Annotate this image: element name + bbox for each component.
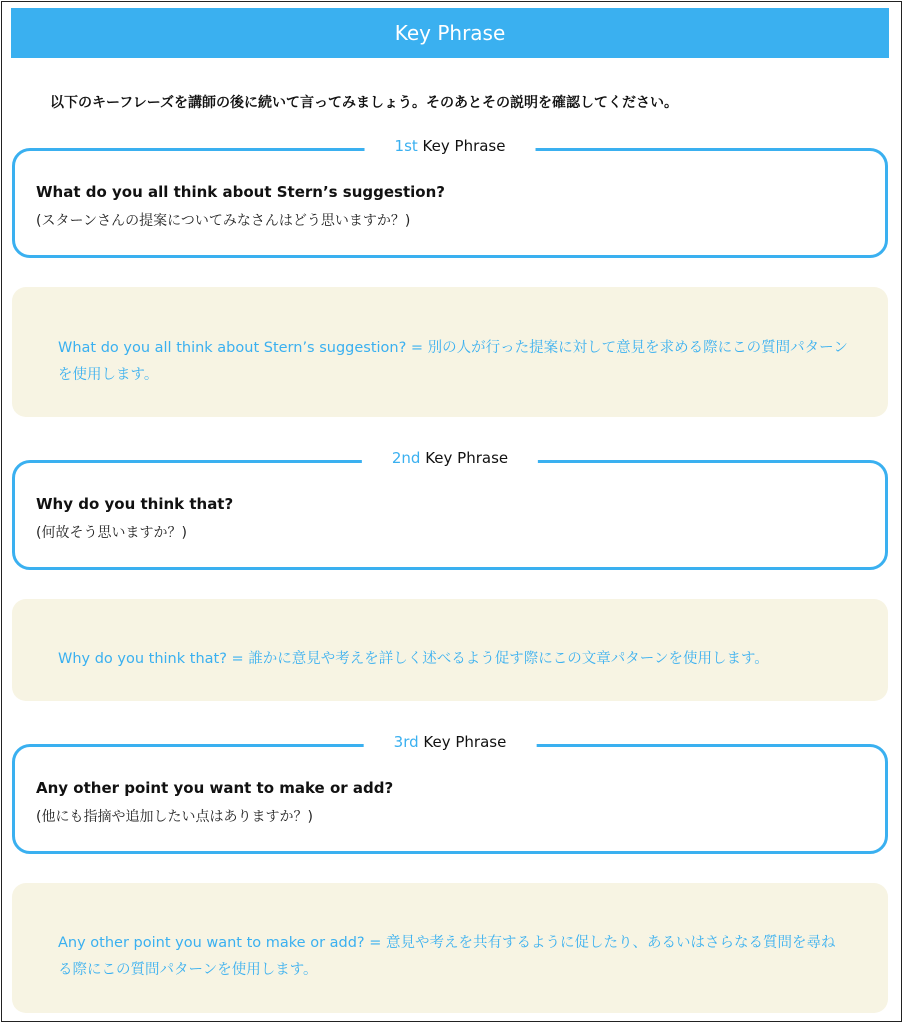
phrase-card-2 xyxy=(12,449,888,570)
phrase-label-2 xyxy=(362,449,538,467)
explanation-text: Any other point you want to make or add? = 意見や考えを共有するように促したり、あるいはさらなる質問を尋ねる際にこの質問パターンを使用します。 xyxy=(58,935,836,978)
explanation-card-1 xyxy=(12,287,888,417)
phrase-label-text: Key Phrase xyxy=(423,733,507,751)
page-title: Key Phrase xyxy=(394,21,506,45)
explanation-card-3 xyxy=(12,883,888,1013)
phrase-japanese: (スターンさんの提案についてみなさんはどう思いますか？) xyxy=(36,213,411,229)
explanation-text: Why do you think that? = 誰かに意見や考えを詳しく述べるよう促す際にこの文章パターンを使用します。 xyxy=(58,651,769,667)
page-header xyxy=(11,8,889,58)
phrase-english: What do you all think about Stern’s suggestion? xyxy=(36,183,445,201)
phrase-japanese: (他にも指摘や追加したい点はありますか？) xyxy=(36,809,313,825)
phrase-ordinal: 2nd xyxy=(391,449,421,467)
phrase-label-text: Key Phrase xyxy=(425,449,509,467)
explanation-card-2 xyxy=(12,599,888,701)
phrase-card-1 xyxy=(12,137,888,258)
phrase-english: Any other point you want to make or add? xyxy=(36,779,394,797)
phrase-label-3 xyxy=(364,733,537,751)
phrase-label-1 xyxy=(365,137,536,155)
phrase-japanese: (何故そう思いますか？) xyxy=(36,525,187,541)
explanation-text: What do you all think about Stern’s suggestion? = 別の人が行った提案に対して意見を求める際にこの質問パターンを使用します。 xyxy=(58,340,848,383)
phrase-ordinal: 1st xyxy=(394,137,418,155)
intro-text: 以下のキーフレーズを講師の後に続いて言ってみましょう。そのあとその説明を確認してください。 xyxy=(50,95,679,111)
phrase-english: Why do you think that? xyxy=(36,495,234,513)
phrase-label-text: Key Phrase xyxy=(422,137,506,155)
phrase-ordinal: 3rd xyxy=(393,733,419,751)
phrase-card-3 xyxy=(12,733,888,854)
